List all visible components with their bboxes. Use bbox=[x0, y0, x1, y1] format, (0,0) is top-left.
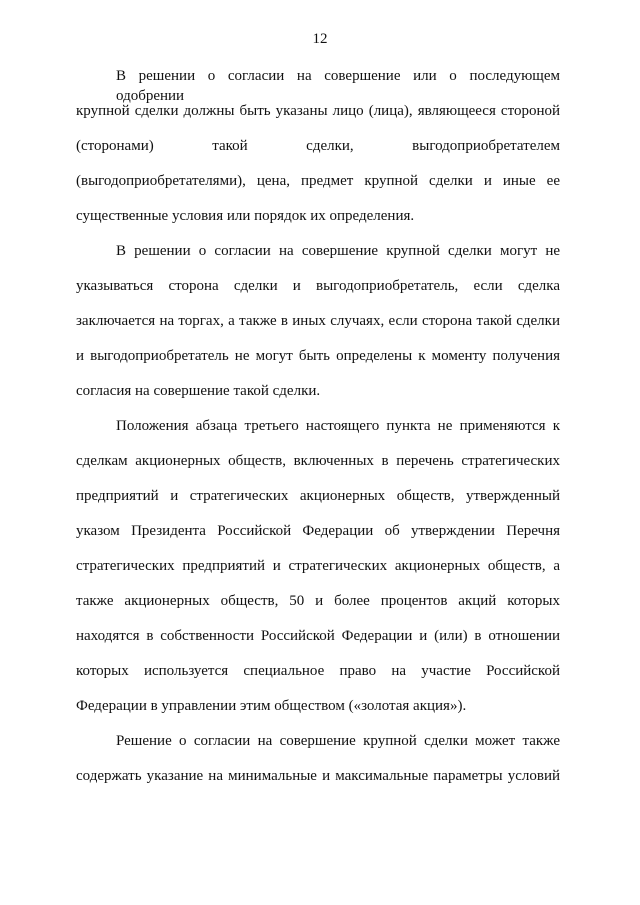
text-line: крупной сделки должны быть указаны лицо (лица), являющееся стороной bbox=[76, 103, 560, 119]
text-line: и выгодоприобретатель не могут быть определены к моменту получения bbox=[76, 348, 560, 364]
text-line: содержать указание на минимальные и максимальные параметры условий bbox=[76, 768, 560, 784]
text-line: Решение о согласии на совершение крупной сделки может также bbox=[116, 733, 560, 749]
text-line: Положения абзаца третьего настоящего пункта не применяются к bbox=[116, 418, 560, 434]
text-line: предприятий и стратегических акционерных обществ, утвержденный bbox=[76, 488, 560, 504]
text-line: (сторонами) такой сделки, выгодоприобретателем bbox=[76, 138, 560, 154]
paragraph-2 bbox=[76, 241, 560, 416]
text-line: стратегических предприятий и стратегических акционерных обществ, а bbox=[76, 558, 560, 574]
text-line: указываться сторона сделки и выгодоприобретатель, если сделка bbox=[76, 278, 560, 294]
text-line: В решении о согласии на совершение или о последующем одобрении bbox=[116, 68, 560, 104]
text-line: которых используется специальное право на участие Российской bbox=[76, 663, 560, 679]
text-line: также акционерных обществ, 50 и более процентов акций которых bbox=[76, 593, 560, 609]
text-line: указом Президента Российской Федерации об утверждении Перечня bbox=[76, 523, 560, 539]
text-line: (выгодоприобретателями), цена, предмет крупной сделки и иные ее bbox=[76, 173, 560, 189]
paragraph-1 bbox=[76, 66, 560, 241]
text-line: сделкам акционерных обществ, включенных в перечень стратегических bbox=[76, 453, 560, 469]
paragraph-4 bbox=[76, 731, 560, 801]
text-line: заключается на торгах, а также в иных случаях, если сторона такой сделки bbox=[76, 313, 560, 329]
page-number: 12 bbox=[312, 31, 328, 47]
text-line: согласия на совершение такой сделки. bbox=[76, 383, 321, 399]
text-line: Федерации в управлении этим обществом («золотая акция»). bbox=[76, 698, 467, 714]
document-body bbox=[76, 66, 560, 801]
text-line: существенные условия или порядок их определения. bbox=[76, 208, 415, 224]
text-line: находятся в собственности Российской Федерации и (или) в отношении bbox=[76, 628, 560, 644]
text-line: В решении о согласии на совершение крупной сделки могут не bbox=[116, 243, 560, 259]
paragraph-3 bbox=[76, 416, 560, 731]
